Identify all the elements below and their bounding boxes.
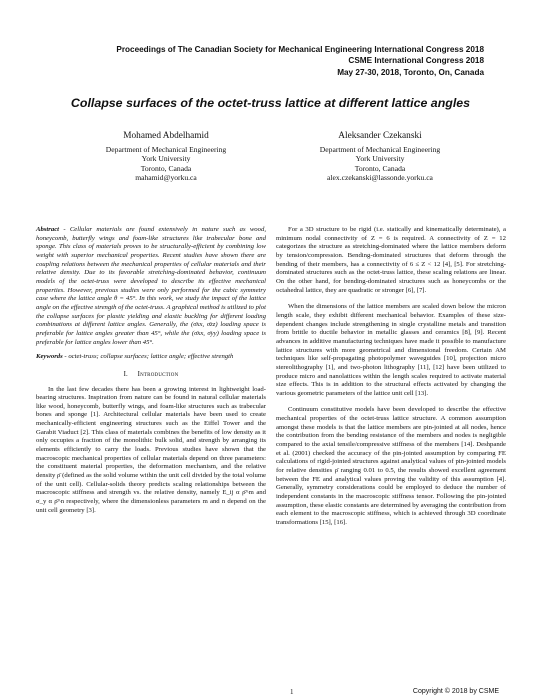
conference-header: [44, 44, 484, 78]
author-department: Department of Mechanical Engineering: [319, 145, 441, 154]
right-column: [276, 226, 506, 528]
keywords-label: Keywords: [36, 353, 63, 361]
body-paragraph: For a 3D structure to be rigid (i.e. statically and kinematically determinate), a minimum nodal connectivity of Z = 6 is required. A connectivity of Z = 12 categorizes the structure as stretching-dominated where the lattice members deform by tension/compression. Bending-dominated structures that deform through the bending of their members, has a connectivity of 6 ≤ Z < 12 [4], [5]. For stretching-dominated structures such as the octet-truss lattice, these scaling relations are linear. On the other hand, for bending-dominated structures such as honeycombs or the octahedral lattice, they are quadratic or stronger [6], [7].: [276, 226, 506, 294]
body-paragraph: Continuum constitutive models have been developed to describe the effective mechanical properties of the octet-truss lattice structure. A common assumption amongst these models is that the lattice members are pin-jointed at all nodes, hence the contribution from the bending resistance of the members and nodes is negligible compared to the axial tensile/compressive stiffness of the members [14]. Deshpande et al. (2001) checked the accuracy of the pin-jointed assumption by comparing FE calculations of rigid-jointed structures against analytical values of pin-jointed models for relative densities ρ̄ ranging 0.01 to 0.5, the results showed excellent agreement between the FE and analytical values proving the validity of this assumption [4]. Generally, symmetry considerations could be employed to deduce the number of independent constants in the macroscopic stiffness tensor. Following the pin-jointed assumption, these elastic constants are determined by averaging the contribution from each element to the macroscopic stiffness, which is achieved through 3D coordinate transformations [15], [16].: [276, 406, 506, 526]
left-column: [36, 226, 266, 515]
abstract-text: - Cellular materials are found extensively in nature such as wood, honeycomb, butterfly wings and foam-like structures like trabecular bone and sponge. This class of materials proves to be structurally-efficient by combining low weight with superior mechanical properties. Recent studies have shown there are coupling relations between the mechanical properties of cellular materials and their relative density. Due to its favorable stretching-dominated behavior, continuum models of the octet-truss were developed to describe its effective mechanical properties. However, previous studies were only performed for the cubic symmetry case where the lattice angle θ = 45°. In this work, we study the impact of the lattice angle on the effective strength of the octet-truss. A graphical method is utilized to plot the collapse surfaces for plastic yielding and elastic buckling for different loading combinations at different lattice angles. Generally, the (σ̄xx, σ̄zz) loading space is preferable for lattice angles greater than 45°, while the (σ̄xx, σ̄yy) loading space is preferable for lattice angles lower than 45°.: [36, 226, 266, 346]
conference-line-2: CSME International Congress 2018: [348, 56, 484, 66]
intro-paragraph: In the last few decades there has been a growing interest in lightweight load-bearing structures. Inspiration from nature can be found in natural cellular materials like wood, honeycomb, butterfly wings, and foam-like structures such as trabecular bones and sponge [1]. Architectural cellular materials have been used to create mechanically-efficient engineering structures such as the Eiffel Tower and the Garabit Viaduct [2]. This class of materials combines the benefits of low density as it only occupies a fraction of the monolithic bulk solid, and strength by arranging its elements efficiently to carry the loads. Previous studies have shown that the macroscopic mechanical properties of cellular materials depend on three parameters: the constituent material properties, the deformation mechanism, and the relative density ρ̄ (defined as the solid volume within the unit cell divided by the total volume of the unit cell). Cellular-solids theory predicts scaling relationships between the macroscopic stiffness and strength vs. the relative density, namely E_ij α ρ̄^m and σ_y α ρ̄^n respectively, where the dimensionless parameters m and n depend on the unit cell geometry [3].: [36, 385, 266, 514]
keywords: [36, 353, 266, 362]
author-city: Toronto, Canada: [140, 163, 192, 173]
abstract: [36, 226, 266, 347]
section-number: I.: [123, 370, 128, 378]
author-department: Department of Mechanical Engineering: [105, 145, 227, 154]
body-paragraph: When the dimensions of the lattice members are scaled down below the micron length scale, they exhibit different mechanical behavior. Examples of these size-dependent changes include strengthening in single crystalline metals and transition from brittle to ductile behavior in metallic glasses and ceramics [8], [9]. Recent advances in additive manufacturing techniques have made it possible to manufacture lattice structures with more geometrical and dimensional freedom. Certain AM techniques like self-propagating photopolymer waveguides [10], projection micro stereolithography [1], and two-photon lithography [11], [12] have been utilized to produce micro and nanolattices within the length scales required to activate material size effects. This is in addition to the structural effects activated by changing the various geometric parameters of the lattice unit cell [13].: [276, 303, 506, 397]
author-email: mahamid@yorku.ca: [135, 172, 197, 182]
section-heading: [36, 371, 266, 380]
author-email: alex.czekanski@lassonde.yorku.ca: [327, 172, 433, 182]
author-city: Toronto, Canada: [354, 163, 406, 173]
paper-title: Collapse surfaces of the octet-truss lattice at different lattice angles: [70, 96, 471, 110]
keywords-text: - octet-truss; collapse surfaces; lattice angle; effective strength: [62, 353, 234, 361]
author-block-2: [280, 130, 480, 182]
author-name: Mohamed Abdelhamid: [123, 131, 209, 141]
section-title: Introduction: [137, 370, 179, 378]
author-university: York University: [355, 154, 405, 164]
author-block-1: [66, 130, 266, 182]
author-university: York University: [141, 154, 191, 164]
conference-line-1: Proceedings of The Canadian Society for Mechanical Engineering International Congress 2018: [116, 45, 484, 54]
copyright-notice: Copyright © 2018 by CSME: [412, 688, 499, 695]
conference-line-3: May 27-30, 2018, Toronto, On, Canada: [337, 67, 484, 77]
abstract-label: Abstract: [36, 226, 60, 233]
author-name: Aleksander Czekanski: [338, 131, 422, 141]
page-number: 1: [290, 688, 294, 696]
